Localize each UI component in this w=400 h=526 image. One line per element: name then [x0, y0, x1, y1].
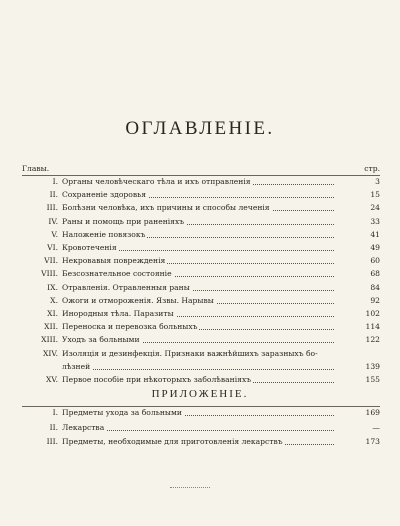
entry-title: Сохраненіе здоровья: [62, 190, 147, 200]
entry-page: 3: [375, 177, 380, 186]
entry-number: VII.: [44, 256, 58, 266]
chapter-entry: [22, 321, 380, 332]
entry-title: Безсознательное состояніе: [62, 269, 172, 279]
entry-number: VIII.: [41, 269, 58, 279]
entry-title: Некровавыя поврежденія: [62, 256, 166, 266]
entry-title: Ожоги и отмороженія. Язвы. Нарывы: [62, 295, 214, 305]
entry-page: 24: [370, 203, 380, 213]
appendix-entry: [22, 422, 380, 433]
entry-page: 68: [370, 269, 380, 279]
entry-number: XI.: [47, 309, 58, 318]
entry-number: III.: [46, 203, 58, 213]
appendix-title: ПРИЛОЖЕНІЕ.: [151, 388, 249, 400]
entry-page: —: [372, 422, 380, 432]
entry-number: IX.: [47, 282, 58, 292]
page-title: ОГЛАВЛЕНІЕ.: [125, 118, 275, 139]
entry-title: Первое пособіе при нѣкоторыхъ заболѣваніяхъ: [62, 375, 252, 384]
entry-page: 122: [365, 335, 380, 345]
entry-number: II.: [49, 190, 58, 200]
entry-page: 60: [370, 256, 380, 266]
entry-title: Болѣзни человѣка, ихъ причины и способы леченія: [62, 203, 270, 213]
entry-page: 92: [370, 295, 380, 305]
chapter-entry: [22, 282, 380, 293]
entry-page: 102: [365, 309, 380, 318]
chapter-entry: [22, 348, 380, 359]
entry-number: XII.: [44, 322, 58, 332]
entry-title: Инородныя тѣла. Паразиты: [62, 309, 174, 318]
entry-page: 139: [365, 361, 380, 371]
entry-page: 114: [365, 322, 380, 332]
chapter-entry: [22, 242, 380, 253]
appendix-entry: [22, 436, 380, 447]
entry-title: Переноска и перевозка больныхъ: [62, 322, 198, 332]
entry-title: Уходъ за больными: [62, 335, 140, 345]
chapter-entry: [22, 176, 380, 187]
footer-ornament: [170, 487, 210, 488]
entry-number: XIII.: [41, 335, 58, 345]
chapter-entry: [22, 216, 380, 227]
entry-number: I.: [52, 177, 58, 186]
entry-title: Предметы ухода за больными: [62, 408, 182, 417]
toc-header: [22, 164, 380, 174]
entry-number: XV.: [46, 375, 58, 384]
entry-page: 173: [365, 437, 380, 446]
chapter-entry: [22, 255, 380, 266]
entry-number: VI.: [47, 243, 58, 252]
entry-number: XIV.: [43, 348, 58, 358]
page-column-label: стр.: [364, 164, 380, 173]
entry-number: X.: [50, 295, 58, 305]
chapter-entry: [22, 268, 380, 279]
entry-page: 33: [370, 216, 380, 226]
entry-number: V.: [51, 229, 58, 239]
chapter-entry: [22, 295, 380, 306]
entry-title: Отравленія. Отравленныя раны: [62, 282, 190, 292]
entry-title: Раны и помощь при раненіяхъ: [62, 216, 185, 226]
chapter-entry: [22, 189, 380, 200]
appendix-entry: [22, 407, 380, 418]
chapters-column-label: Главы.: [22, 164, 50, 173]
entry-title: Изоляція и дезинфекція. Признаки важнѣйшихъ заразныхъ бо-: [62, 348, 318, 358]
entry-number: III.: [46, 437, 58, 446]
entry-title: Лекарства: [62, 422, 105, 432]
entry-page: 15: [370, 190, 380, 200]
entry-page: 169: [365, 408, 380, 417]
entry-number: I.: [52, 408, 58, 417]
entry-title: Органы человѣческаго тѣла и ихъ отправленія: [62, 177, 251, 186]
entry-page: 155: [365, 375, 380, 384]
chapter-entry: [22, 374, 380, 385]
entry-page: 84: [370, 282, 380, 292]
chapter-entry-continuation: [22, 361, 380, 372]
entry-number: IV.: [48, 216, 58, 226]
chapter-entry: [22, 334, 380, 345]
entry-title: Наложеніе повязокъ: [62, 229, 146, 239]
chapter-entry: [22, 229, 380, 240]
entry-page: 41: [370, 229, 380, 239]
entry-page: 49: [370, 243, 380, 252]
entry-number: II.: [49, 422, 58, 432]
entry-title: лѣзней: [62, 361, 91, 371]
entry-title: Предметы, необходимые для приготовленія лекарствъ: [62, 437, 283, 446]
entry-title: Кровотеченія: [62, 243, 117, 252]
chapter-entry: [22, 202, 380, 213]
chapter-entry: [22, 308, 380, 319]
